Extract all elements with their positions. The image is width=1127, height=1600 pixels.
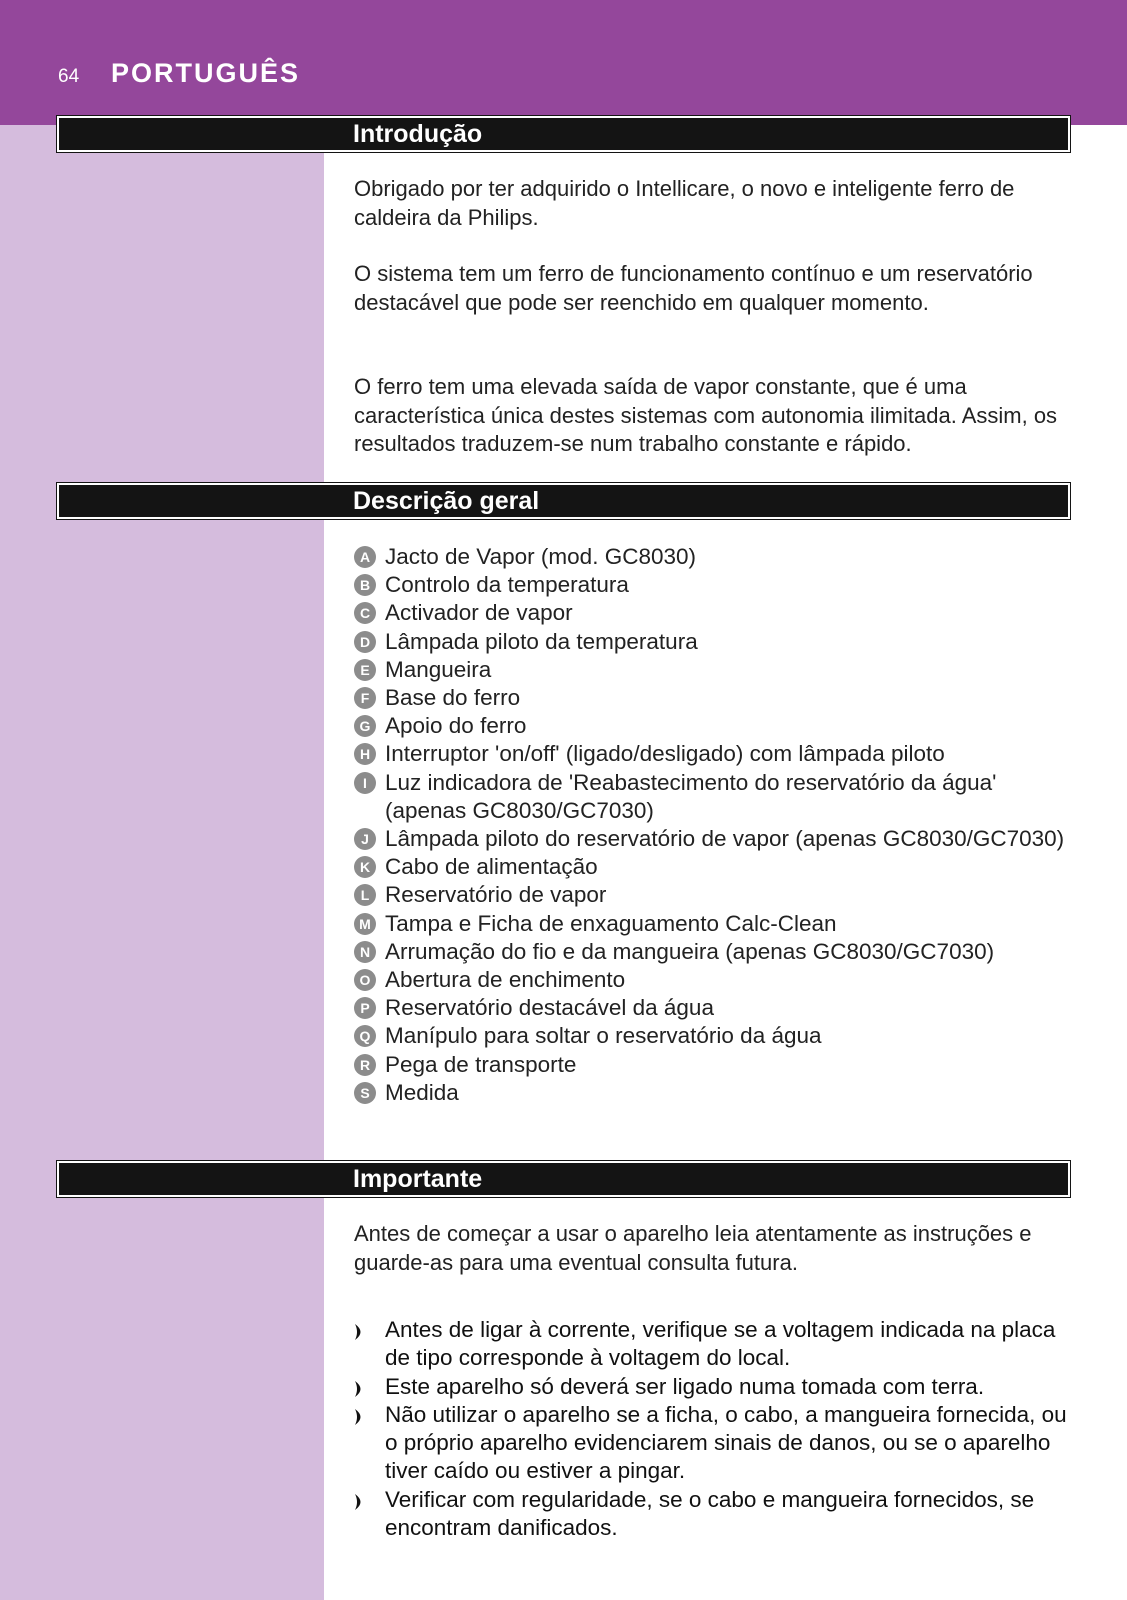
list-item bbox=[354, 1316, 1074, 1373]
letter-badge-icon: B bbox=[354, 574, 376, 596]
list-item bbox=[354, 938, 1069, 966]
language-title: PORTUGUÊS bbox=[111, 58, 301, 88]
list-item bbox=[354, 684, 1069, 712]
list-item bbox=[354, 853, 1069, 881]
bullet-text: Antes de ligar à corrente, verifique se a voltagem indicada na placa de tipo corresponde à voltagem do local. bbox=[385, 1317, 1056, 1371]
part-label: Reservatório destacável da água bbox=[385, 995, 714, 1021]
page-number: 64 bbox=[58, 66, 80, 87]
letter-badge-icon: M bbox=[354, 913, 376, 935]
list-item bbox=[354, 712, 1069, 740]
list-item bbox=[354, 1051, 1069, 1079]
list-item bbox=[354, 881, 1069, 909]
list-item bbox=[354, 769, 1069, 825]
part-label: Apoio do ferro bbox=[385, 713, 527, 739]
letter-badge-icon: E bbox=[354, 659, 376, 681]
part-label: Jacto de Vapor (mod. GC8030) bbox=[385, 544, 696, 569]
letter-badge-icon: H bbox=[354, 743, 376, 765]
list-item bbox=[354, 1401, 1074, 1486]
safety-bullet-list bbox=[354, 1316, 1074, 1542]
letter-badge-icon: L bbox=[354, 884, 376, 906]
letter-badge-icon: R bbox=[354, 1054, 376, 1076]
part-label: Base do ferro bbox=[385, 685, 521, 711]
bullet-text: Não utilizar o aparelho se a ficha, o cabo, a mangueira fornecida, ou o próprio aparelho evidenciarem sinais de danos, ou se o aparelho tiver caído ou estiver a pingar. bbox=[385, 1401, 1067, 1484]
section-title-overview: Descrição geral bbox=[353, 487, 540, 515]
list-item bbox=[354, 994, 1069, 1022]
letter-badge-icon: D bbox=[354, 631, 376, 653]
letter-badge-icon: I bbox=[354, 772, 376, 794]
part-label: Tampa e Ficha de enxaguamento Calc-Clean bbox=[385, 910, 837, 936]
part-label: Lâmpada piloto do reservatório de vapor (apenas GC8030/GC7030) bbox=[385, 826, 1065, 852]
letter-badge-icon: O bbox=[354, 969, 376, 991]
bullet-arrow-icon bbox=[354, 1380, 367, 1398]
letter-badge-icon: Q bbox=[354, 1025, 376, 1047]
part-label: Manípulo para soltar o reservatório da água bbox=[385, 1023, 822, 1049]
list-item bbox=[354, 543, 1069, 571]
section-title-important: Importante bbox=[353, 1165, 483, 1193]
list-item bbox=[354, 1079, 1069, 1107]
letter-badge-icon: J bbox=[354, 828, 376, 850]
bullet-text: Este aparelho só deverá ser ligado numa tomada com terra. bbox=[385, 1373, 985, 1399]
section-bar-overview bbox=[57, 483, 1070, 519]
list-item bbox=[354, 628, 1069, 656]
part-label: Controlo da temperatura bbox=[385, 572, 629, 598]
letter-badge-icon: N bbox=[354, 941, 376, 963]
list-item bbox=[354, 571, 1069, 599]
intro-paragraph: Obrigado por ter adquirido o Intellicare, o novo e inteligente ferro de caldeira da Philips. bbox=[354, 176, 1015, 230]
bullet-arrow-icon bbox=[354, 1323, 367, 1341]
part-label: Abertura de enchimento bbox=[385, 967, 626, 993]
header-band bbox=[0, 0, 1127, 125]
section-bar-important bbox=[57, 1161, 1070, 1197]
part-label: Medida bbox=[385, 1079, 459, 1105]
left-sidebar-band bbox=[0, 125, 324, 1600]
letter-badge-icon: A bbox=[354, 546, 376, 568]
letter-badge-icon: F bbox=[354, 687, 376, 709]
letter-badge-icon: P bbox=[354, 997, 376, 1019]
bullet-arrow-icon bbox=[354, 1408, 367, 1426]
list-item bbox=[354, 740, 1069, 768]
section-title-intro: Introdução bbox=[353, 120, 483, 148]
part-label: Lâmpada piloto da temperatura bbox=[385, 628, 698, 654]
intro-paragraph: O ferro tem uma elevada saída de vapor constante, que é uma característica única destes sistemas com autonomia ilimitada. Assim, os resultados traduzem-se num trabalho constante e rápido. bbox=[354, 374, 1058, 456]
part-label: Cabo de alimentação bbox=[385, 854, 598, 880]
important-intro: Antes de começar a usar o aparelho leia atentamente as instruções e guarde-as para uma eventual consulta futura. bbox=[354, 1221, 1032, 1275]
list-item bbox=[354, 1022, 1069, 1050]
part-label: Interruptor 'on/off' (ligado/desligado) com lâmpada piloto bbox=[385, 741, 945, 767]
bullet-text: Verificar com regularidade, se o cabo e mangueira fornecidos, se encontram danificados. bbox=[385, 1486, 1035, 1541]
list-item bbox=[354, 656, 1069, 684]
letter-badge-icon: S bbox=[354, 1082, 376, 1104]
bullet-arrow-icon bbox=[354, 1493, 367, 1511]
letter-badge-icon: G bbox=[354, 715, 376, 737]
parts-list bbox=[354, 543, 1069, 1107]
intro-paragraph: O sistema tem um ferro de funcionamento contínuo e um reservatório destacável que pode ser reenchido em qualquer momento. bbox=[354, 261, 1033, 315]
list-item bbox=[354, 1373, 1074, 1401]
section-bar-intro bbox=[57, 116, 1070, 152]
part-label: Arrumação do fio e da mangueira (apenas GC8030/GC7030) bbox=[385, 938, 995, 964]
list-item bbox=[354, 966, 1069, 994]
list-item bbox=[354, 910, 1069, 938]
part-label: Reservatório de vapor bbox=[385, 882, 607, 908]
part-label: Pega de transporte bbox=[385, 1051, 577, 1077]
letter-badge-icon: C bbox=[354, 602, 376, 624]
part-label: Activador de vapor bbox=[385, 600, 573, 626]
part-label: Mangueira bbox=[385, 656, 492, 682]
list-item bbox=[354, 825, 1069, 853]
list-item bbox=[354, 599, 1069, 627]
part-label: Luz indicadora de 'Reabastecimento do reservatório da água' (apenas GC8030/GC7030) bbox=[385, 769, 997, 823]
letter-badge-icon: K bbox=[354, 856, 376, 878]
list-item bbox=[354, 1486, 1074, 1543]
